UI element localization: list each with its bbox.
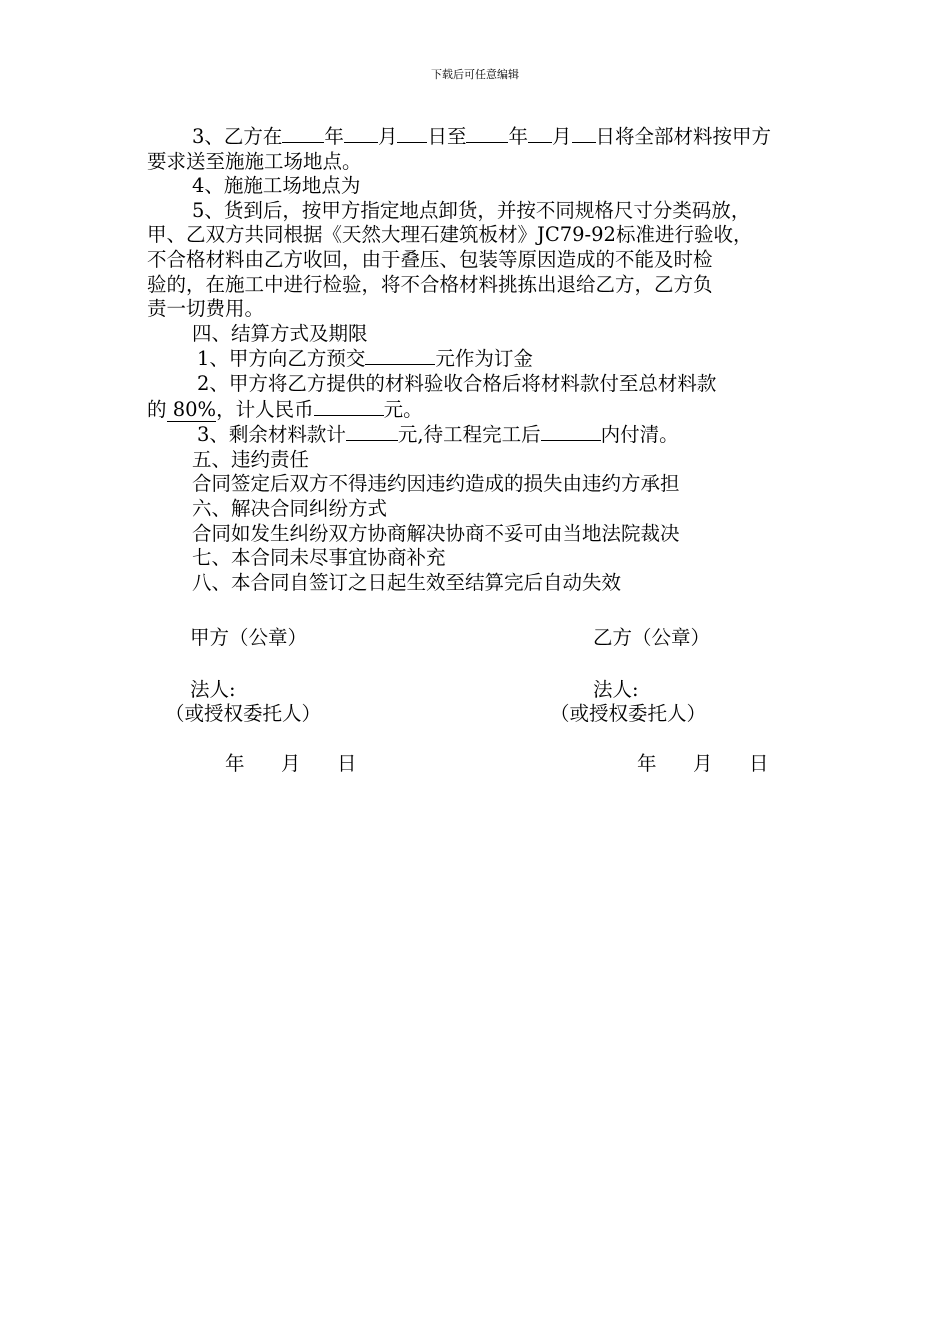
section-8: 八、本合同自签订之日起生效至结算完后自动失效 — [192, 570, 622, 594]
blank-deposit — [365, 346, 435, 365]
page-header: 下载后可任意编辑 — [431, 68, 519, 81]
clause-5-line-3: 不合格材料由乙方收回，由于叠压、包装等原因造成的不能及时检 — [147, 247, 713, 271]
settlement-heading: 四、结算方式及期限 — [192, 321, 368, 345]
party-a-day: 日 — [337, 752, 357, 775]
blank-year-1 — [282, 124, 324, 143]
party-b-legal: 法人: — [593, 678, 639, 701]
clause-5-line-1: 5、货到后，按甲方指定地点卸货，并按不同规格尺寸分类码放， — [192, 198, 751, 222]
settlement-item-1-text: 1、甲方向乙方预交 — [197, 347, 366, 371]
section-5-heading: 五、违约责任 — [192, 447, 310, 471]
section-5-text: 合同签定后双方不得违约因违约造成的损失由违约方承担 — [192, 472, 680, 496]
settlement-item-1 — [147, 346, 812, 372]
settlement-item-2-end: 元。 — [383, 397, 423, 421]
clause-3-line-2: 要求送至施施工场地点。 — [147, 149, 362, 173]
section-7: 七、本合同未尽事宜协商补充 — [192, 546, 446, 570]
party-a-year: 年 — [225, 752, 245, 775]
settlement-item-3-mid: 元,待工程完工后 — [397, 423, 541, 447]
party-a-authorized: （或授权委托人） — [165, 702, 322, 725]
clause-5-line-4: 验的，在施工中进行检验，将不合格材料挑拣出退给乙方，乙方负 — [147, 272, 713, 296]
party-b-authorized: （或授权委托人） — [550, 702, 707, 725]
settlement-item-1-tail: 元作为订金 — [435, 347, 533, 371]
settlement-item-2-pre: 的 — [147, 397, 167, 421]
clause-3-line-1 — [147, 124, 812, 150]
section-6-text: 合同如发生纠纷双方协商解决协商不妥可由当地法院裁决 — [192, 521, 680, 545]
party-b-month: 月 — [693, 752, 713, 775]
clause-5-line-2: 甲、乙双方共同根据《天然大理石建筑板材》JC79-92标准进行验收， — [147, 223, 753, 247]
clause-3-text: 3、乙方在 — [192, 125, 283, 148]
blank-rmb-amount — [314, 397, 384, 416]
clause-3-rest: 日将全部材料按甲方 — [595, 125, 772, 148]
settlement-item-3-end: 内付清。 — [600, 423, 679, 447]
blank-day-1 — [397, 124, 427, 143]
clause-4: 4、施施工场地点为 — [192, 174, 361, 198]
blank-month-2 — [528, 124, 552, 143]
blank-month-1 — [344, 124, 378, 143]
blank-remaining — [346, 422, 398, 441]
blank-day-2 — [572, 124, 596, 143]
clause-3-year-1: 年 — [324, 125, 344, 148]
settlement-item-2-line-2 — [147, 397, 812, 423]
clause-3-day-to: 日至 — [427, 125, 467, 148]
clause-5-line-5: 责一切费用。 — [147, 297, 265, 321]
settlement-item-2-mid: ，计人民币 — [216, 397, 314, 421]
contract-body — [147, 124, 812, 595]
settlement-percentage: 80% — [167, 398, 217, 422]
party-b-day: 日 — [749, 752, 769, 775]
clause-3-month-1: 月 — [377, 125, 398, 148]
party-b-year: 年 — [637, 752, 657, 775]
settlement-item-3 — [147, 422, 812, 448]
blank-deadline — [541, 422, 601, 441]
clause-3-year-2: 年 — [508, 125, 528, 148]
blank-year-2 — [466, 124, 508, 143]
settlement-item-2-line-1: 2、甲方将乙方提供的材料验收合格后将材料款付至总材料款 — [197, 371, 717, 395]
party-a-month: 月 — [281, 752, 301, 775]
party-b-seal: 乙方（公章） — [593, 626, 711, 649]
party-a-seal: 甲方（公章） — [190, 626, 308, 649]
party-a-legal: 法人: — [190, 678, 236, 701]
section-6-heading: 六、解决合同纠纷方式 — [192, 496, 388, 520]
settlement-item-3-text: 3、剩余材料款计 — [197, 423, 346, 447]
clause-3-month-2: 月 — [551, 125, 572, 148]
